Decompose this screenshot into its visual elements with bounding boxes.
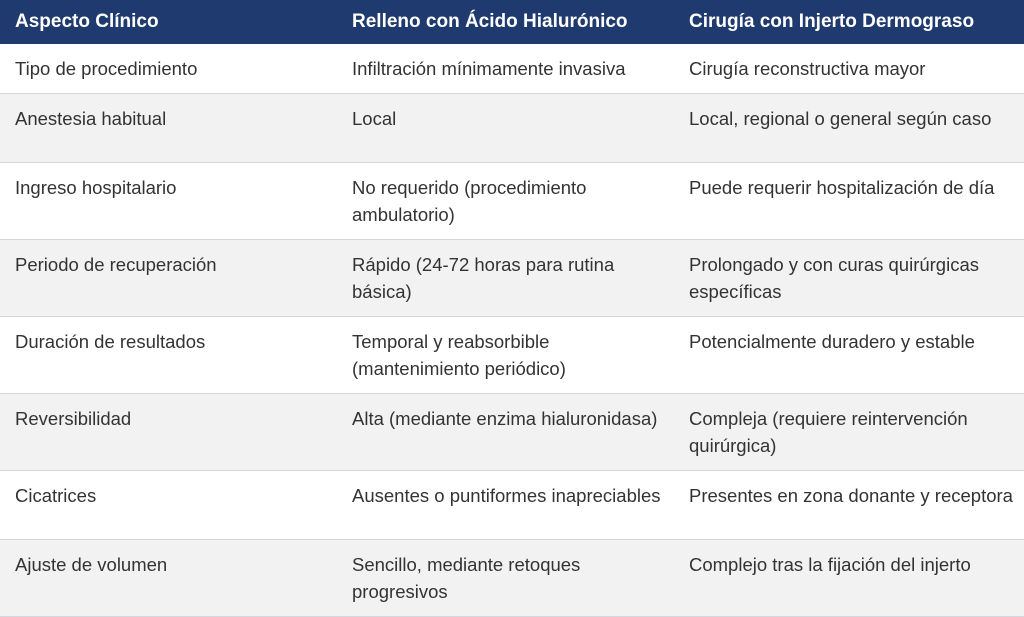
cell-injerto: Complejo tras la fijación del injerto [674,539,1024,616]
table-header [0,0,1024,44]
cell-hialuronico: Ausentes o puntiformes inapreciables [337,470,674,539]
row-label: Ajuste de volumen [0,539,337,616]
row-label: Ingreso hospitalario [0,162,337,239]
cell-injerto: Local, regional o general según caso [674,93,1024,162]
header-aspecto-clinico: Aspecto Clínico [0,0,337,44]
cell-hialuronico: No requerido (procedimiento ambulatorio) [337,162,674,239]
cell-hialuronico: Local [337,93,674,162]
row-label: Tipo de procedimiento [0,44,337,93]
cell-hialuronico: Infiltración mínimamente invasiva [337,44,674,93]
table-row [0,393,1024,470]
header-row [0,0,1024,44]
table-body [0,44,1024,616]
cell-hialuronico: Temporal y reabsorbible (mantenimiento periódico) [337,316,674,393]
cell-injerto: Prolongado y con curas quirúrgicas específicas [674,239,1024,316]
table-row [0,162,1024,239]
cell-injerto: Compleja (requiere reintervención quirúrgica) [674,393,1024,470]
cell-hialuronico: Sencillo, mediante retoques progresivos [337,539,674,616]
cell-injerto: Cirugía reconstructiva mayor [674,44,1024,93]
header-cirugia-injerto-dermograso: Cirugía con Injerto Dermograso [674,0,1024,44]
table-row [0,539,1024,616]
table-row [0,239,1024,316]
table-row [0,470,1024,539]
row-label: Periodo de recuperación [0,239,337,316]
row-label: Reversibilidad [0,393,337,470]
cell-hialuronico: Alta (mediante enzima hialuronidasa) [337,393,674,470]
cell-injerto: Puede requerir hospitalización de día [674,162,1024,239]
cell-injerto: Potencialmente duradero y estable [674,316,1024,393]
row-label: Duración de resultados [0,316,337,393]
row-label: Anestesia habitual [0,93,337,162]
row-label: Cicatrices [0,470,337,539]
table-row [0,316,1024,393]
table-row [0,44,1024,93]
cell-injerto: Presentes en zona donante y receptora [674,470,1024,539]
header-relleno-acido-hialuronico: Relleno con Ácido Hialurónico [337,0,674,44]
table-row [0,93,1024,162]
cell-hialuronico: Rápido (24-72 horas para rutina básica) [337,239,674,316]
